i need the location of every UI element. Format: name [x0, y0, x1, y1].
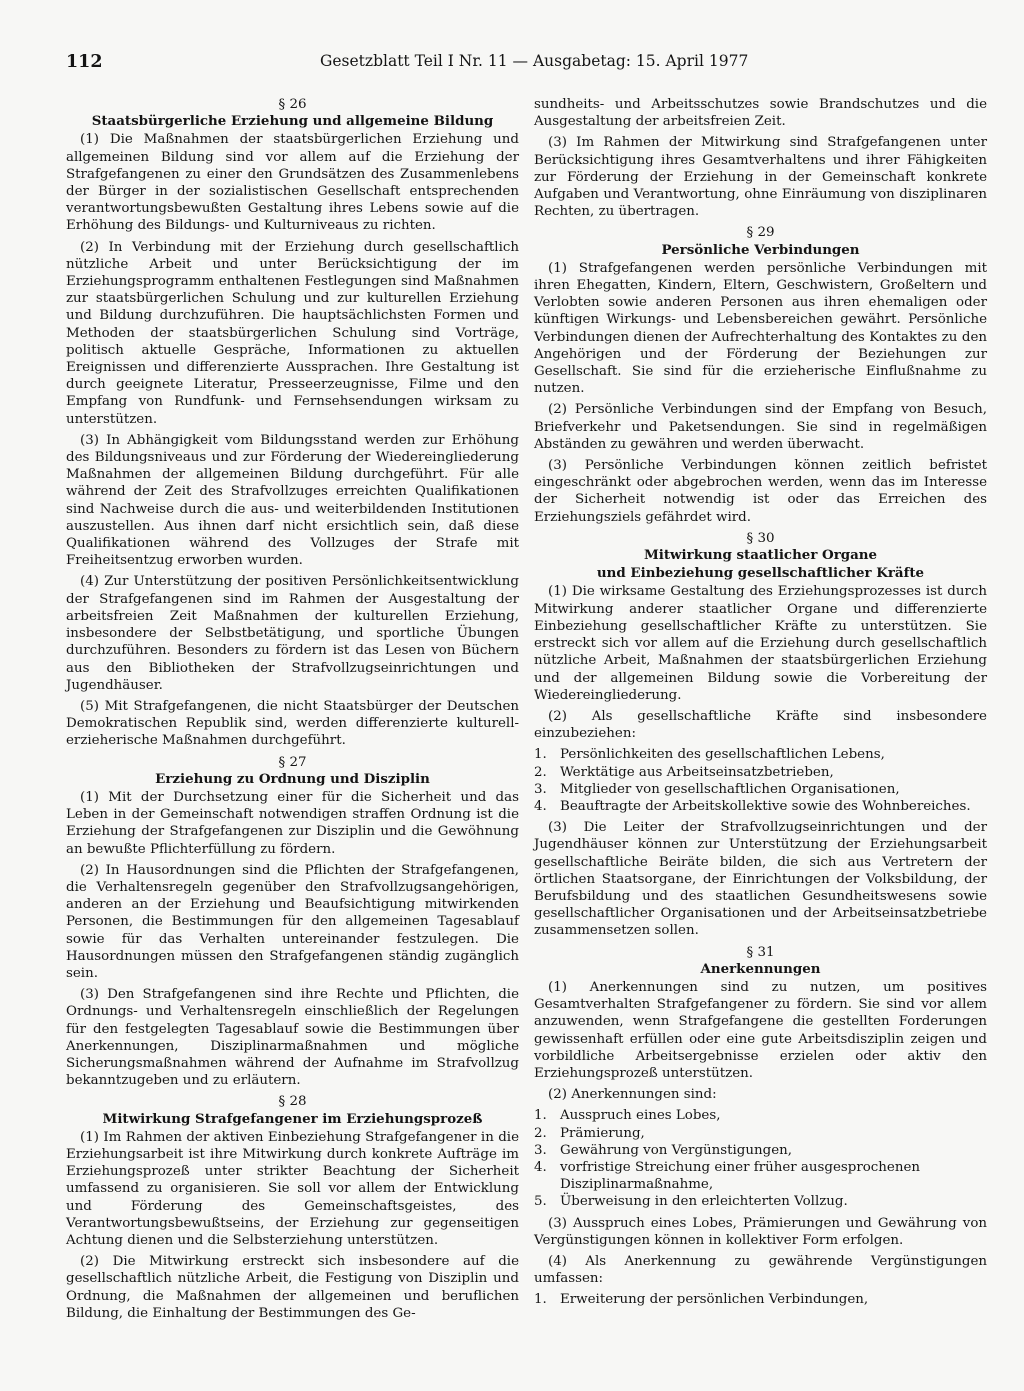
paragraph: (2) Als gesellschaftliche Kräfte sind insbesondere einzubeziehen:	[534, 708, 987, 742]
section-number: § 27	[278, 754, 307, 770]
list-number: 3.	[534, 781, 547, 797]
list-number: 2.	[534, 1125, 547, 1141]
section-title: Staatsbürgerliche Erziehung und allgemeine Bildung	[91, 113, 494, 130]
paragraph: (1) Die Maßnahmen der staatsbürgerlichen Erziehung und allgemeinen Bildung sind vor allem auf die Erziehung der Strafgefangenen zu einer den Grundsätzen des Zusammenlebens der Bürger in der sozialistischen Gesellschaft entsprechenden verantwortungsbewußten Gestaltung ihres Lebens sowie auf die Erhöhung des Bildungs- und Kulturniveaus zu richten.	[66, 132, 519, 234]
section-number: § 28	[278, 1094, 307, 1110]
list-item	[534, 746, 987, 763]
section-title: Erziehung zu Ordnung und Disziplin	[155, 770, 430, 787]
list-item	[534, 1142, 987, 1159]
enumerated-list	[534, 1107, 987, 1210]
list-item	[534, 1291, 987, 1308]
paragraph: (5) Mit Strafgefangenen, die nicht Staatsbürger der Deutschen Demokratischen Republik sind, werden differenzierte kulturell-erzieherische Maßnahmen durchgeführt.	[66, 698, 519, 749]
list-text: Ausspruch eines Lobes,	[560, 1108, 721, 1124]
list-text: Erweiterung der persönlichen Verbindungen,	[560, 1292, 869, 1308]
section-title: und Einbeziehung gesellschaftlicher Kräfte	[596, 565, 925, 582]
enumerated-list	[534, 1291, 987, 1308]
paragraph: (1) Die wirksame Gestaltung des Erziehungsprozesses ist durch Mitwirkung anderer staatlicher Organe und differenzierte Einbeziehung gesellschaftlicher Kräfte zu unterstützen. Sie erstreckt sich vor allem auf die Erziehung durch gesellschaftlich nützliche Arbeit, Maßnahmen der staatsbürgerlichen Erziehung und der allgemeinen Bildung sowie die Vorbereitung der Wiedereingliederung.	[534, 584, 987, 703]
list-item	[534, 781, 987, 798]
list-number: 4.	[534, 1159, 547, 1175]
list-text: Beauftragte der Arbeitskollektive sowie des Wohnbereiches.	[560, 798, 971, 814]
paragraph: (3) Den Strafgefangenen sind ihre Rechte und Pflichten, die Ordnungs- und Verhaltensregeln einschließlich der Regelungen für den festgelegten Tagesablauf sowie die Bestimmungen über Anerkennungen, Disziplinarmaßnahmen und mögliche Sicherungsmaßnahmen während der Aufnahme im Strafvollzug bekanntzugeben und zu erläutern.	[66, 987, 519, 1089]
list-item	[534, 1107, 987, 1124]
section-title: Anerkennungen	[700, 960, 821, 977]
paragraph: (2) Die Mitwirkung erstreckt sich insbesondere auf die gesellschaftlich nützliche Arbeit, die Festigung von Disziplin und Ordnung, die Maßnahmen der allgemeinen und beruflichen Bildung, die Einhaltung der Bestimmungen des Ge-	[66, 1254, 519, 1321]
enumerated-list	[534, 746, 987, 815]
list-text: vorfristige Streichung einer früher ausgesprochenen Disziplinarmaßnahme,	[560, 1159, 921, 1193]
list-text: Prämierung,	[560, 1125, 645, 1141]
paragraph: (1) Strafgefangenen werden persönliche Verbindungen mit ihren Ehegatten, Kindern, Eltern, Geschwistern, Großeltern und Verlobten sowie anderen Personen aus ihren ehemaligen oder künftigen Wirkungs- und Lebensbereichen gewährt. Persönliche Verbindungen dienen der Aufrechterhaltung des Kontaktes zu den Angehörigen und der Förderung der Beziehungen zur Gesellschaft. Sie sind für die erzieherische Einflußnahme zu nutzen.	[534, 260, 987, 397]
paragraph: (2) In Hausordnungen sind die Pflichten der Strafgefangenen, die Verhaltensregeln gegenüber den Strafvollzugsangehörigen, anderen an der Erziehung und Beaufsichtigung mitwirkenden Personen, die Bestimmungen für den allgemeinen Tagesablauf sowie für das Verhalten untereinander festzulegen. Die Hausordnungen müssen den Strafgefangenen ständig zugänglich sein.	[66, 862, 519, 981]
paragraph: (4) Als Anerkennung zu gewährende Vergünstigungen umfassen:	[534, 1254, 987, 1287]
list-text: Persönlichkeiten des gesellschaftlichen Lebens,	[560, 747, 885, 763]
list-text: Überweisung in den erleichterten Vollzug.	[560, 1194, 848, 1210]
list-text: Gewährung von Vergünstigungen,	[560, 1142, 792, 1158]
list-item	[534, 798, 987, 815]
list-number: 2.	[534, 764, 547, 780]
list-text: Werktätige aus Arbeitseinsatzbetrieben,	[560, 764, 834, 780]
list-number: 3.	[534, 1142, 547, 1158]
list-item	[534, 1125, 987, 1142]
list-item	[534, 1159, 987, 1193]
section-number: § 31	[746, 944, 775, 960]
running-title: Gesetzblatt Teil I Nr. 11 — Ausgabetag: 15. April 1977	[320, 52, 749, 70]
list-number: 1.	[534, 1108, 547, 1124]
page-number: 112	[66, 52, 103, 72]
list-item	[534, 1193, 987, 1210]
list-text: Mitglieder von gesellschaftlichen Organisationen,	[560, 781, 900, 797]
section-title: Mitwirkung staatlicher Organe	[643, 547, 878, 564]
list-item	[534, 764, 987, 781]
right-column	[534, 96, 987, 1313]
list-number: 4.	[534, 798, 547, 814]
paragraph: (2) Anerkennungen sind:	[548, 1087, 717, 1103]
page-header	[66, 52, 966, 76]
paragraph: (2) Persönliche Verbindungen sind der Empfang von Besuch, Briefverkehr und Paketsendungen. Sie sind in regelmäßigen Abständen zu gewähren und werden überwacht.	[534, 402, 987, 452]
list-number: 5.	[534, 1194, 547, 1210]
paragraph: (1) Mit der Durchsetzung einer für die Sicherheit und das Leben in der Gemeinschaft notwendigen straffen Ordnung ist die Erziehung der Strafgefangenen zur Disziplin und die Gewöhnung an bewußte Pflichterfüllung zu fördern.	[66, 789, 519, 857]
left-column	[66, 92, 519, 1326]
paragraph: (3) Die Leiter der Strafvollzugseinrichtungen und der Jugendhäuser können zur Unterstützung der Erziehungsarbeit gesellschaftliche Beiräte bilden, die sich aus Vertretern der örtlichen Staatsorgane, der Einrichtungen der Volksbildung, der Berufsbildung und des staatlichen Gesundheitswesens sowie gesellschaftlicher Organisationen und der Arbeitseinsatzbetriebe zusammensetzen sollen.	[534, 820, 987, 939]
paragraph: (4) Zur Unterstützung der positiven Persönlichkeitsentwicklung der Strafgefangenen sind im Rahmen der Ausgestaltung der arbeitsfreien Zeit Maßnahmen der kulturellen Erziehung, insbesondere der Selbstbetätigung, und sportliche Übungen durchzuführen. Besonders zu fördern ist das Lesen von Büchern aus den Bibliotheken der Strafvollzugseinrichtungen und Jugendhäuser.	[66, 574, 519, 693]
section-title: Mitwirkung Strafgefangener im Erziehungsprozeß	[102, 1110, 483, 1127]
section-number: § 29	[746, 225, 775, 241]
paragraph: (3) Im Rahmen der Mitwirkung sind Strafgefangenen unter Berücksichtigung ihres Gesamtverhaltens und ihrer Fähigkeiten zur Förderung der Erziehung in der Gemeinschaft konkrete Aufgaben und Verantwortung, ohne Einräumung von disziplinaren Rechten, zu übertragen.	[534, 135, 987, 220]
paragraph: (1) Im Rahmen der aktiven Einbeziehung Strafgefangener in die Erziehungsarbeit ist ihre Mitwirkung durch konkrete Aufträge im Erziehungsprozeß unter strikter Beachtung der Sicherheit umfassend zu organisieren. Sie soll vor allem der Entwicklung und Förderung des Gemeinschaftsgeistes, des Verantwortungsbewußtseins, der Erziehung zur gegenseitigen Achtung dienen und die Selbsterziehung unterstützen.	[66, 1129, 519, 1248]
list-number: 1.	[534, 747, 547, 763]
section-number: § 30	[746, 530, 775, 546]
paragraph: (3) In Abhängigkeit vom Bildungsstand werden zur Erhöhung des Bildungsniveaus und zur Förderung der Wiedereingliederung Maßnahmen der allgemeinen Bildung durchgeführt. Für alle während der Zeit des Strafvollzuges erreichten Qualifikationen sind Nachweise durch die aus- und weiterbildenden Institutionen auszustellen. Aus ihnen darf nicht ersichtlich sein, daß diese Qualifikationen während des Vollzuges der Strafe mit Freiheitsentzug erworben wurden.	[66, 432, 519, 569]
paragraph: (2) In Verbindung mit der Erziehung durch gesellschaftlich nützliche Arbeit und unter Berücksichtigung der im Erziehungsprogramm enthaltenen Festlegungen sind Maßnahmen zur staatsbürgerlichen Schulung und zur kulturellen Erziehung und Bildung durchzuführen. Die hauptsächlichsten Formen und Methoden der staatsbürgerlichen Schulung sind Vorträge, politisch aktuelle Gespräche, Informationen zu aktuellen Ereignissen und differenzierte Aussprachen. Ihre Gestaltung ist durch geeignete Literatur, Presseerzeugnisse, Filme und den Empfang von Rundfunk- und Fernsehsendungen wirksam zu unterstützen.	[66, 239, 519, 427]
paragraph-continued: sundheits- und Arbeitsschutzes sowie Brandschutzes und die Ausgestaltung der arbeitsfreien Zeit.	[534, 97, 987, 130]
section-title: Persönliche Verbindungen	[661, 241, 860, 258]
section-number: § 26	[278, 97, 307, 112]
paragraph: (3) Ausspruch eines Lobes, Prämierungen und Gewährung von Vergünstigungen können in kollektiver Form erfolgen.	[534, 1215, 987, 1248]
paragraph: (1) Anerkennungen sind zu nutzen, um positives Gesamtverhalten Strafgefangener zu fördern. Sie sind vor allem anzuwenden, wenn Strafgefangene die gestellten Forderungen gewissenhaft erfüllen oder eine gute Arbeitsdisziplin zeigen und vorbildliche Arbeitsergebnisse erzielen oder aktiv den Erziehungsprozeß unterstützen.	[534, 979, 987, 1081]
paragraph: (3) Persönliche Verbindungen können zeitlich befristet eingeschränkt oder abgebrochen werden, wenn das im Interesse der Sicherheit notwendig ist oder das Erreichen des Erziehungsziels gefährdet wird.	[534, 458, 987, 525]
list-number: 1.	[534, 1292, 547, 1308]
